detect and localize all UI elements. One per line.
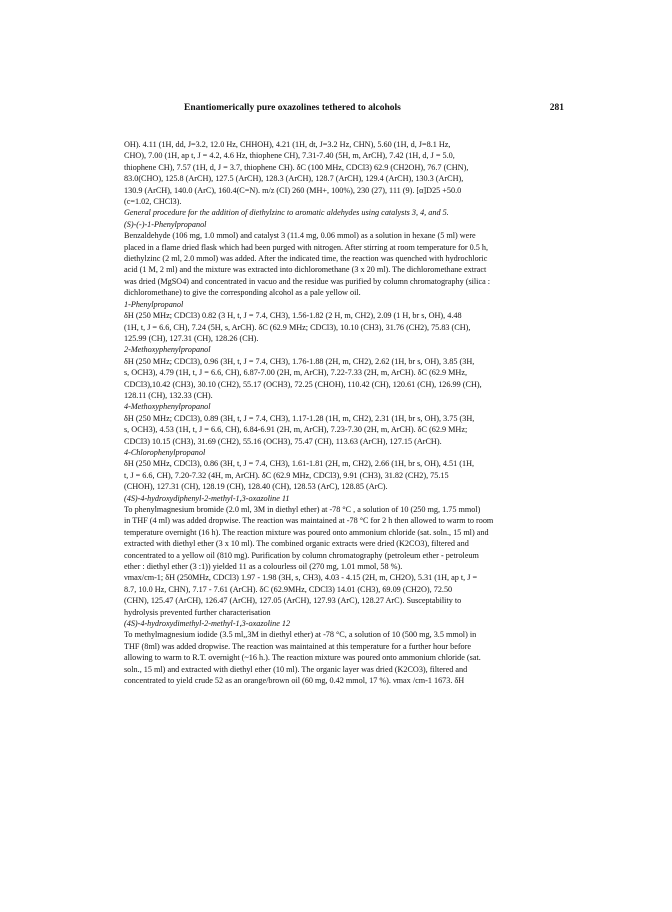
section-heading: 4-Chlorophenylpropanol (124, 447, 206, 457)
text-line: (CHOH), 127.31 (CH), 128.19 (CH), 128.40 (CH), 128.53 (ArC), 128.85 (ArC). (124, 482, 388, 492)
section-heading: 1-Phenylpropanol (124, 299, 184, 309)
text-line: 8.7, 10.0 Hz, CHN), 7.17 - 7.61 (ArCH). δC (62.9MHz, CDCl3) 14.01 (CH3), 69.09 (CH2O), 72.50 (124, 584, 453, 594)
text-line: CDCl3) 10.15 (CH3), 31.69 (CH2), 55.16 (OCH3), 75.47 (CH), 113.63 (ArCH), 127.15 (ArCH). (124, 436, 442, 446)
text-line: ether : diethyl ether (3 :1)) yielded 11 as a colourless oil (270 mg, 1.01 mmol, 58 %). (124, 562, 403, 572)
text-line: OH). 4.11 (1H, dd, J=3.2, 12.0 Hz, CHHOH), 4.21 (1H, dt, J=3.2 Hz, CHN), 5.60 (1H, d, J=8.1 Hz, (124, 140, 451, 149)
text-line: temperature overnight (16 h). The reaction mixture was poured onto ammonium chloride (sat. soln., 15 ml) and (124, 527, 489, 537)
text-line: t, J = 6.6, CH), 7.20-7.32 (4H, m, ArCH). δC (62.9 MHz, CDCl3), 9.91 (CH3), 31.82 (CH2), 75.15 (124, 470, 449, 480)
text-line: 130.9 (ArCH), 140.0 (ArC), 160.4(C=N). m/z (CI) 260 (MH+, 100%), 230 (27), 111 (9). [α]D25 +50.0 (124, 185, 462, 195)
running-title: Enantiomerically pure oxazolines tethered to alcohols (184, 103, 401, 113)
text-line: placed in a flame dried flask which had been purged with nitrogen. After stirring at room temperature for 0.5 h, (124, 242, 489, 252)
text-line: allowing to warm to R.T. overnight (~16 h.). The reaction mixture was poured onto ammonium chloride (sat. (124, 653, 481, 663)
text-line: dichloromethane) to give the corresponding alcohol as a pale yellow oil. (124, 288, 361, 298)
text-line: δH (250 MHz; CDCl3), 0.89 (3H, t, J = 7.4, CH3), 1.17-1.28 (1H, m, CH2), 2.31 (1H, br s, OH), 3.75 (3H, (124, 413, 475, 423)
text-line: s, OCH3), 4.53 (1H, t, J = 6.6, CH), 6.84-6.91 (2H, m, ArCH), 7.23-7.30 (2H, m, ArCH). δC (62.9 MHz; (124, 425, 468, 435)
body-text (124, 139, 556, 687)
section-heading: (S)-(-)-1-Phenylpropanol (124, 219, 207, 229)
section-heading: General procedure for the addition of diethylzinc to aromatic aldehydes using catalysts 3, 4, and 5. (124, 208, 449, 218)
text-line: δH (250 MHz, CDCl3), 0.86 (3H, t, J = 7.4, CH3), 1.61-1.81 (2H, m, CH2), 2.66 (1H, br s, OH), 4.51 (1H, (124, 459, 475, 469)
section-heading: (4S)-4-hydroxydiphenyl-2-methyl-1,3-oxazoline 11 (124, 493, 290, 503)
text-line: concentrated to a yellow oil (810 mg). Purification by column chromatography (petroleum ether - petroleum (124, 550, 479, 560)
text-line: extracted with diethyl ether (3 x 10 ml). The combined organic extracts were dried (K2CO3), filtered and (124, 539, 469, 549)
text-line: was dried (MgSO4) and concentrated in vacuo and the residue was purified by column chromatography (silica : (124, 276, 491, 286)
text-line: (1H, t, J = 6.6, CH), 7.24 (5H, s, ArCH). δC (62.9 MHz; CDCl3), 10.10 (CH3), 31.76 (CH2), 75.83 (CH), (124, 322, 471, 332)
text-line: 128.11 (CH), 132.33 (CH). (124, 390, 213, 400)
text-line: 125.99 (CH), 127.31 (CH), 128.26 (CH). (124, 333, 259, 343)
text-line: CHO), 7.00 (1H, ap t, J = 4.2, 4.6 Hz, thiophene CH), 7.31-7.40 (5H, m, ArCH), 7.42 (1H, d, J = 5.0, (124, 151, 455, 161)
text-line: CDCl3),10.42 (CH3), 30.10 (CH2), 55.17 (OCH3), 72.25 (CHOH), 110.42 (CH), 120.61 (CH), 126.99 (CH), (124, 379, 482, 389)
text-line: hydrolysis prevented further characterisation (124, 607, 271, 617)
text-line: THF (8ml) was added dropwise. The reaction was maintained at this temperature for a further hour before (124, 641, 472, 651)
text-line: (CHN), 125.47 (ArCH), 126.47 (ArCH), 127.05 (ArCH), 127.93 (ArC), 128.27 ArC). Susceptability to (124, 596, 462, 606)
text-line: s, OCH3), 4.79 (1H, t, J = 6.6, CH), 6.87-7.00 (2H, m, ArCH), 7.22-7.33 (2H, m, ArCH). δC (62.9 MHz, (124, 368, 468, 378)
text-line: soln., 15 ml) and extracted with diethyl ether (10 ml). The organic layer was dried (K2CO3), filtered and (124, 664, 468, 674)
text-line: Benzaldehyde (106 mg, 1.0 mmol) and catalyst 3 (11.4 mg, 0.06 mmol) as a solution in hexane (5 ml) were (124, 231, 476, 241)
text-line: acid (1 M, 2 ml) and the mixture was extracted into dichloromethane (3 x 20 ml). The dichloromethane extract (124, 265, 487, 275)
section-heading: 4-Methoxyphenylpropanol (124, 402, 211, 412)
text-line: in THF (4 ml) was added dropwise. The reaction was maintained at -78 °C for 2 h then allowed to warm to room (124, 516, 494, 526)
text-line: To phenylmagnesium bromide (2.0 ml, 3M in diethyl ether) at -78 °C , a solution of 10 (250 mg, 1.75 mmol) (124, 505, 481, 514)
text-line: 83.0(CHO), 125.8 (ArCH), 127.5 (ArCH), 128.3 (ArCH), 128.7 (ArCH), 129.4 (ArCH), 130.3 (ArCH), (124, 174, 464, 184)
text-line: diethylzinc (2 ml, 2.0 mmol) was added. After the indicated time, the reaction was quenched with hydrochloric (124, 254, 488, 264)
section-heading: 2-Methoxyphenylpropanol (124, 345, 211, 355)
text-line: δH (250 MHz; CDCl3) 0.82 (3 H, t, J = 7.4, CH3), 1.56-1.82 (2 H, m, CH2), 2.09 (1 H, br s, OH), 4.48 (124, 311, 462, 321)
text-line: δH (250 MHz; CDCl3), 0.96 (3H, t, J = 7.4, CH3), 1.76-1.88 (2H, m, CH2), 2.62 (1H, br s, OH), 3.85 (3H, (124, 356, 475, 366)
page-number: 281 (549, 103, 564, 113)
text-line: thiophene CH), 7.57 (1H, d, J = 3.7, thiophene CH). δC (100 MHz, CDCl3) 62.9 (CH2OH), 76.7 (CHN), (124, 162, 469, 172)
text-line: νmax/cm-1; δH (250MHz, CDCl3) 1.97 - 1.98 (3H, s, CH3), 4.03 - 4.15 (2H, m, CH2O), 5.31 (1H, ap t, J = (124, 573, 478, 583)
text-line: concentrated to yield crude 52 as an orange/brown oil (60 mg, 0.42 mmol, 17 %). νmax /cm-1 1673. δH (124, 676, 465, 686)
section-heading: (4S)-4-hydroxydimethyl-2-methyl-1,3-oxazoline 12 (124, 619, 291, 629)
text-line: To methylmagnesium iodide (3.5 ml,,3M in diethyl ether) at -78 °C, a solution of 10 (500 mg, 3.5 mmol) in (124, 630, 477, 640)
text-line: (c=1.02, CHCl3). (124, 197, 182, 207)
